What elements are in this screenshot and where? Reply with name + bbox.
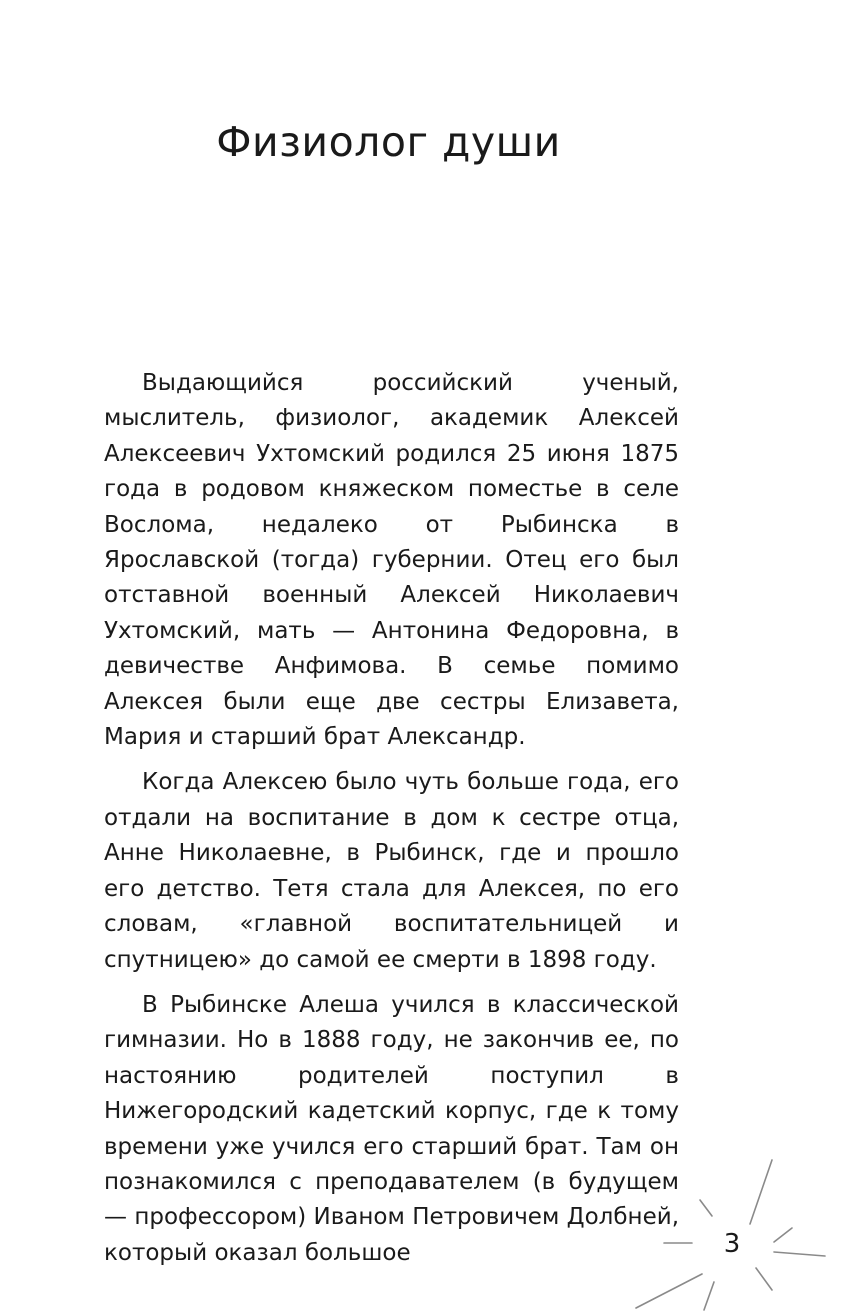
burst-ray — [636, 1274, 702, 1308]
page-number: 3 — [723, 1229, 741, 1259]
burst-ray — [750, 1160, 772, 1224]
body-text — [104, 366, 679, 1271]
chapter-title-text: Физиолог души — [216, 118, 561, 166]
burst-ray — [700, 1200, 712, 1216]
paragraph-2: Когда Алексею было чуть больше года, его отдали на воспитание в дом к сестре отца, Анне Николаевне, в Рыбинск, где и прошло его детство. Тетя стала для Алексея, по его словам, «главной воспитательницей и спутницею» до самой ее смерти в 1898 году. — [104, 769, 679, 973]
burst-ray — [704, 1282, 714, 1310]
burst-ray — [774, 1228, 792, 1242]
burst-ray — [774, 1252, 825, 1256]
paragraph-1: Выдающийся российский ученый, мыслитель, физиолог, академик Алексей Алексеевич Ухтомский родился 25 июня 1875 года в родовом княжеском поместье в селе Вослома, недалеко от Рыбинска в Ярославской (тогда) губернии. Отец его был отставной военный Алексей Николаевич Ухтомский, мать — Антонина Федоровна, в девичестве Анфимова. В семье помимо Алексея были еще две сестры Елизавета, Мария и старший брат Александр. — [104, 370, 679, 751]
paragraph-3: В Рыбинске Алеша учился в классической гимназии. Но в 1888 году, не закончив ее, по настоянию родителей поступил в Нижегородский кадетский корпус, где к тому времени уже учился его старший брат. Там он познакомился с преподавателем (в будущем — профессором) Иваном Петровичем Долбней, который оказал большое — [104, 991, 679, 1266]
chapter-title — [0, 118, 845, 166]
burst-ray — [756, 1268, 772, 1290]
